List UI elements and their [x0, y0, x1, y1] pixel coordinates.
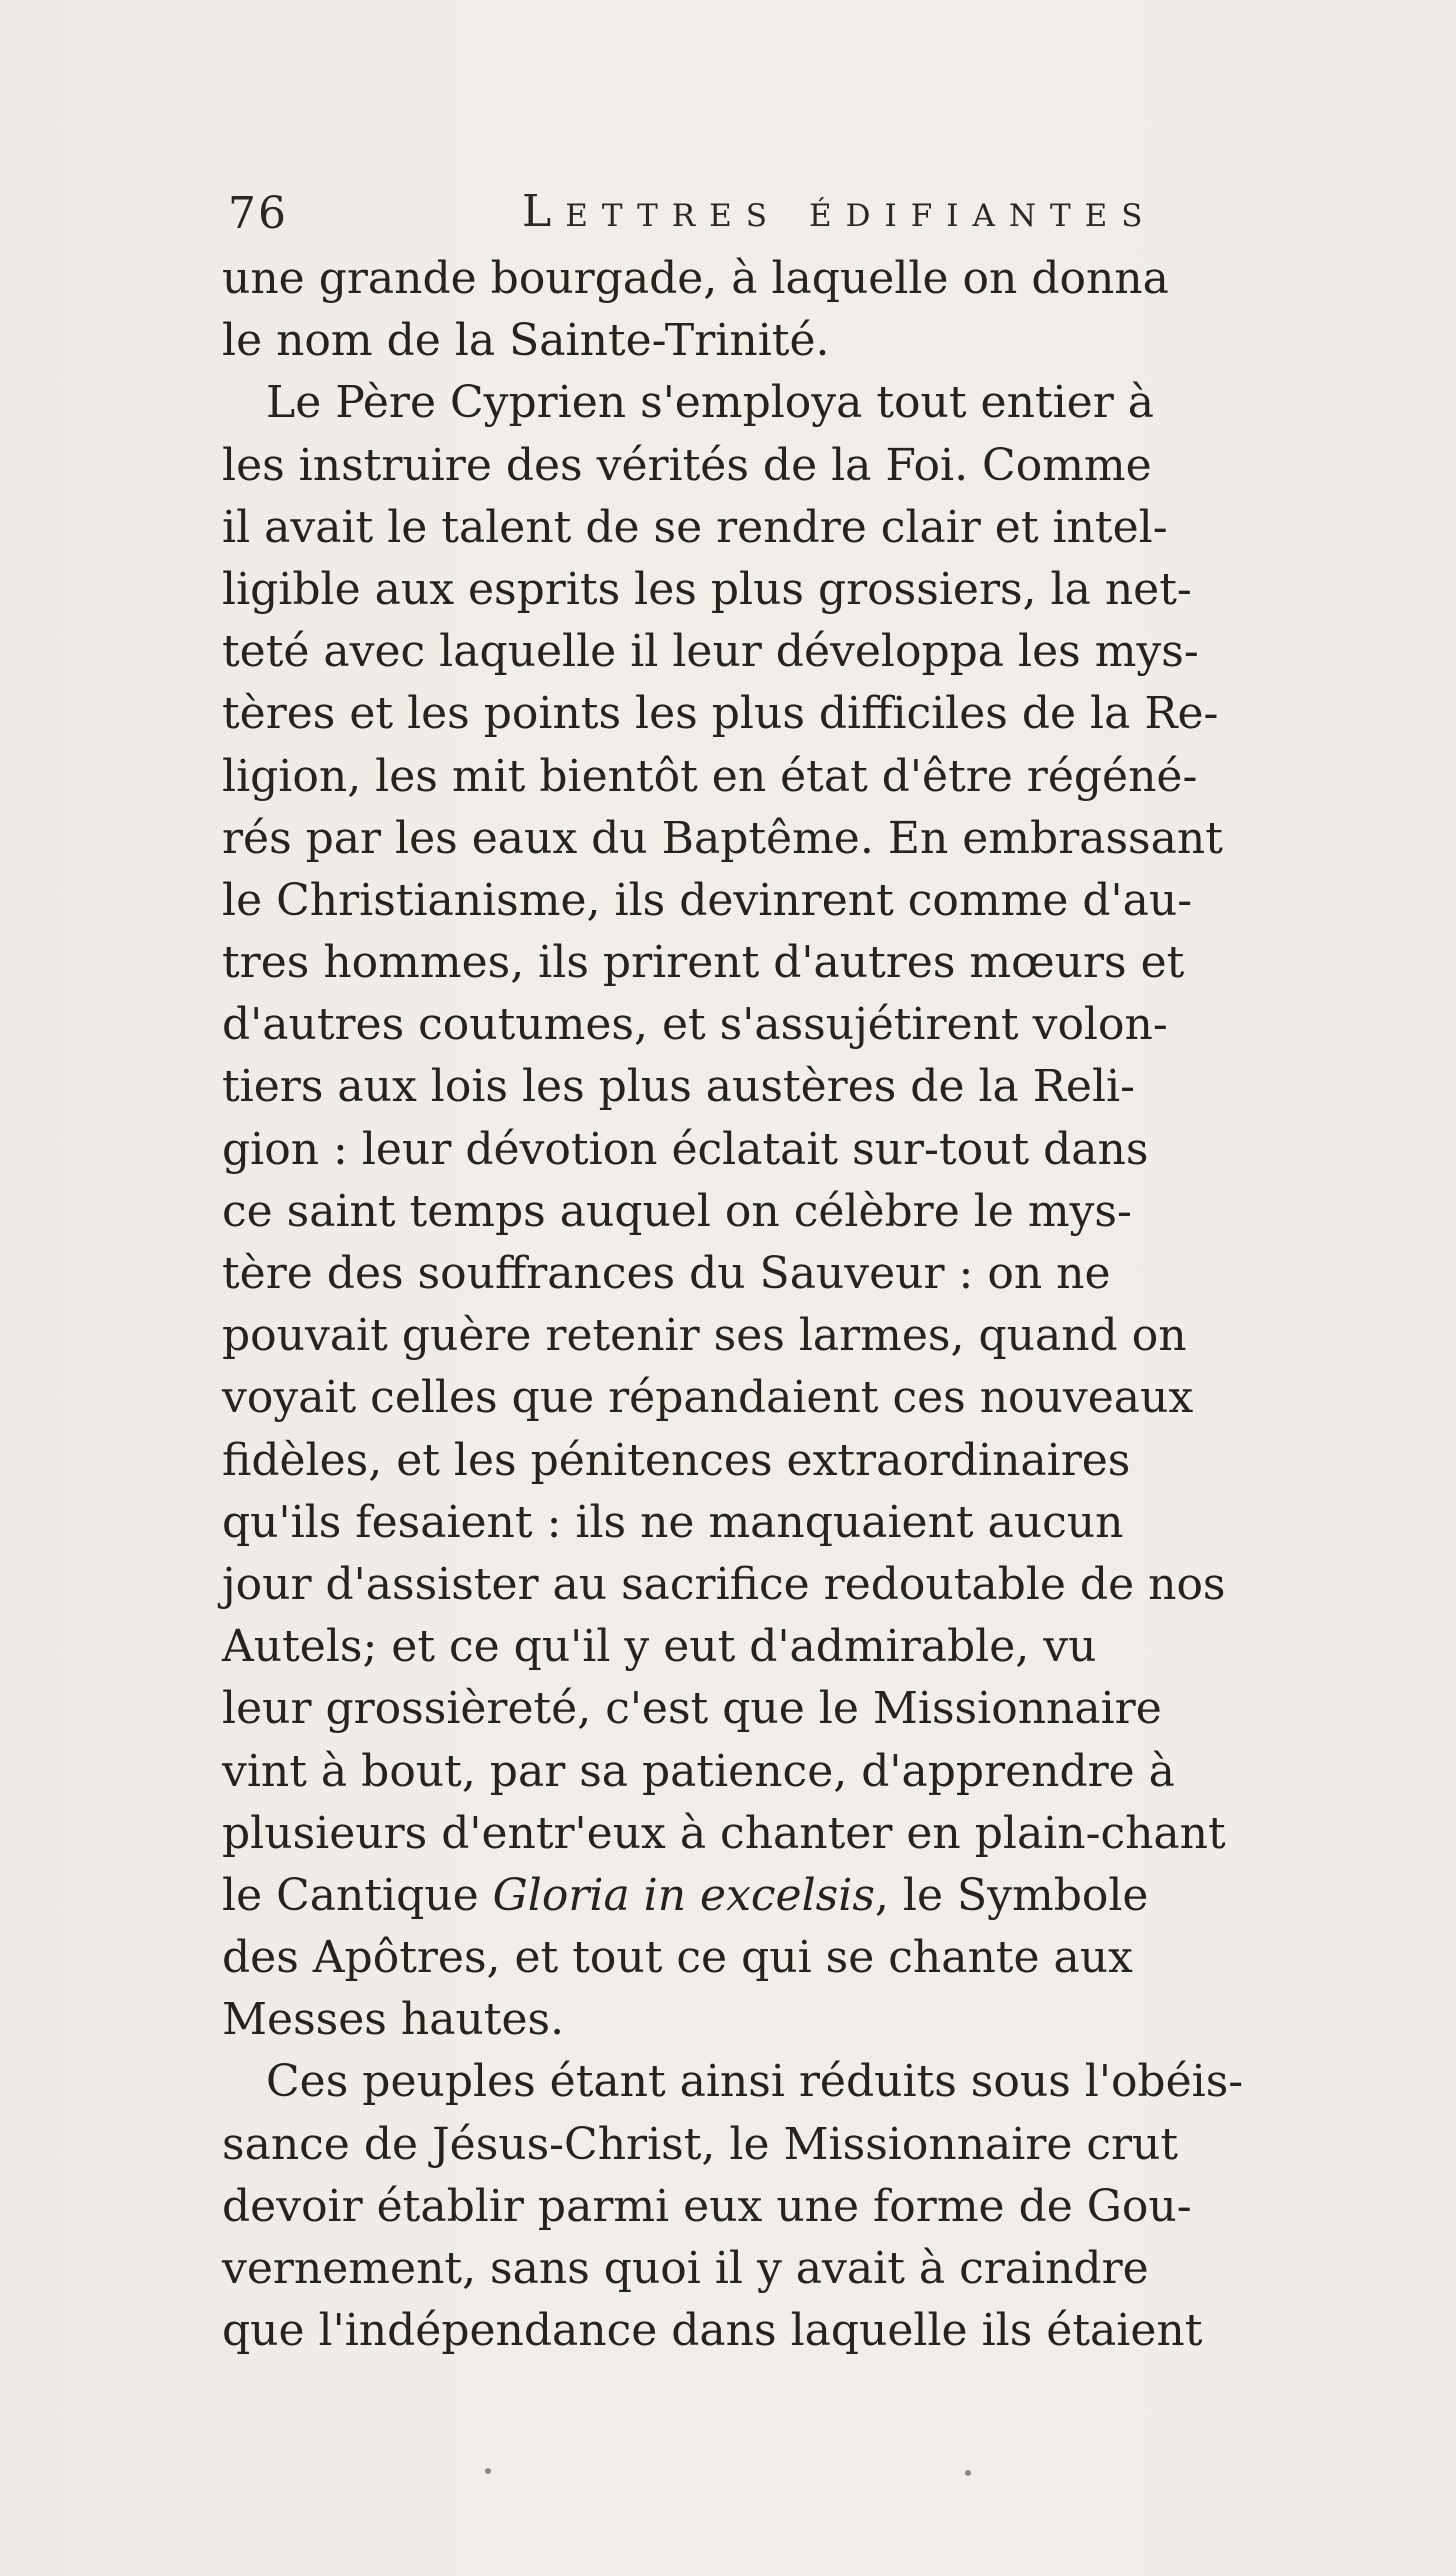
text-line: qu'ils fesaient : ils ne manquaient aucun [222, 1496, 1124, 1548]
page-header [222, 186, 1242, 246]
text-line: Messes hautes. [222, 1994, 565, 2046]
text-line: leur grossièreté, c'est que le Missionnaire [222, 1683, 1162, 1735]
text-line: ligible aux esprits les plus grossiers, la net- [222, 563, 1192, 615]
text-line: le nom de la Sainte-Trinité. [222, 315, 830, 367]
text-line: tiers aux lois les plus austères de la Reli- [222, 1061, 1135, 1113]
text-line: tères et les points les plus difficiles de la Re- [222, 688, 1219, 740]
text-line: fidèles, et les pénitences extraordinaires [222, 1434, 1131, 1486]
text-line: voyait celles que répandaient ces nouveaux [222, 1372, 1194, 1424]
text-line: jour d'assister au sacrifice redoutable de nos [222, 1558, 1226, 1610]
body-text [222, 248, 1242, 2362]
text-line: que l'indépendance dans laquelle ils étaient [222, 2305, 1203, 2357]
text-line: ligion, les mit bientôt en état d'être régéné- [222, 750, 1198, 802]
text-line: les instruire des vérités de la Foi. Comme [222, 439, 1152, 491]
text-line: teté avec laquelle il leur développa les mys- [222, 626, 1199, 678]
italic-phrase: Gloria in excelsis [492, 1869, 875, 1921]
text-line: il avait le talent de se rendre clair et intel- [222, 501, 1168, 553]
text-line: devoir établir parmi eux une forme de Gou- [222, 2180, 1192, 2232]
text-line: sance de Jésus-Christ, le Missionnaire crut [222, 2118, 1179, 2170]
ink-speck [485, 2468, 491, 2474]
text-line: rés par les eaux du Baptême. En embrassant [222, 812, 1223, 864]
text-line: des Apôtres, et tout ce qui se chante aux [222, 1932, 1133, 1984]
text-line: le Christianisme, ils devinrent comme d'au- [222, 874, 1193, 926]
paragraph-start-line: Ces peuples étant ainsi réduits sous l'obéis- [266, 2056, 1244, 2108]
text-line: plusieurs d'entr'eux à chanter en plain-chant [222, 1807, 1226, 1859]
text-line: Autels; et ce qu'il y eut d'admirable, vu [222, 1621, 1097, 1673]
text-line: gion : leur dévotion éclatait sur-tout dans [222, 1123, 1149, 1175]
text-line: tres hommes, ils prirent d'autres mœurs et [222, 937, 1185, 989]
text-line: vint à bout, par sa patience, d'apprendre à [222, 1745, 1175, 1797]
running-title: Lettres édifiantes [522, 186, 1157, 237]
text-line: vernement, sans quoi il y avait à craindre [222, 2243, 1149, 2294]
text-line: une grande bourgade, à laquelle on donna [222, 253, 1169, 304]
paragraph-start-line: Le Père Cyprien s'employa tout entier à [266, 377, 1154, 429]
text-line-with-italic: le Cantique Gloria in excelsis, le Symbole [222, 1869, 1149, 1921]
text-line: pouvait guère retenir ses larmes, quand on [222, 1310, 1187, 1362]
text-line: tère des souffrances du Sauveur : on ne [222, 1248, 1111, 1299]
page-number: 76 [228, 188, 288, 239]
text-line: d'autres coutumes, et s'assujétirent volon- [222, 999, 1168, 1051]
text-line: ce saint temps auquel on célèbre le mys- [222, 1185, 1132, 1237]
ink-speck [965, 2470, 971, 2476]
